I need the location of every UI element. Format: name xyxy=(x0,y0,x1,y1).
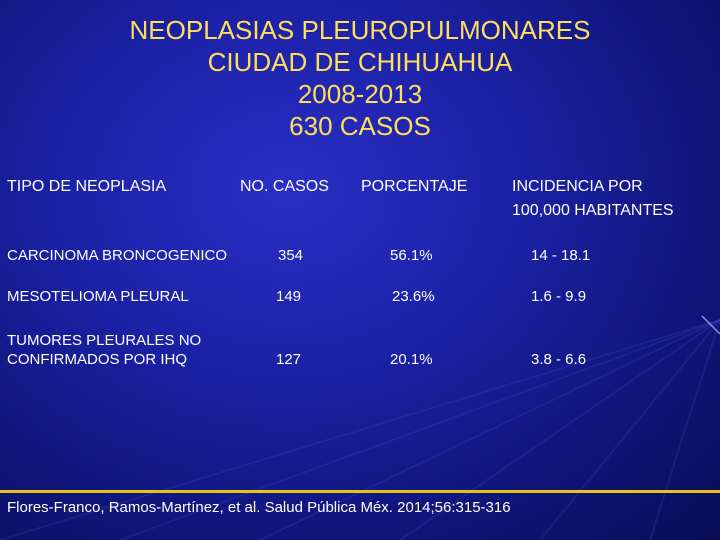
title-line-2: CIUDAD DE CHIHUAHUA xyxy=(207,47,513,77)
row-3-type-line-2: CONFIRMADOS POR IHQ xyxy=(7,351,188,368)
row-1-cases: 354 xyxy=(278,247,304,264)
header-incidence-line-1: INCIDENCIA POR xyxy=(512,178,643,195)
row-3-incidence: 3.8 - 6.6 xyxy=(531,351,587,368)
row-2-cases: 149 xyxy=(276,288,302,305)
row-2-type: MESOTELIOMA PLEURAL xyxy=(7,288,189,305)
citation-text: Flores-Franco, Ramos-Martínez, et al. Salud Pública Méx. 2014;56:315-316 xyxy=(7,499,511,516)
row-3-type-line-1: TUMORES PLEURALES NO xyxy=(7,332,202,349)
header-cases: NO. CASOS xyxy=(240,178,329,195)
header-percent: PORCENTAJE xyxy=(361,178,468,195)
footer-divider xyxy=(0,490,720,493)
title-line-1: NEOPLASIAS PLEUROPULMONARES xyxy=(129,15,591,45)
header-type: TIPO DE NEOPLASIA xyxy=(7,178,167,195)
title-line-4: 630 CASOS xyxy=(289,111,431,141)
row-2-incidence: 1.6 - 9.9 xyxy=(531,288,587,305)
row-1-incidence: 14 - 18.1 xyxy=(531,247,591,264)
row-1-type: CARCINOMA BRONCOGENICO xyxy=(7,247,228,264)
slide-title xyxy=(0,14,720,142)
header-incidence-line-2: 100,000 HABITANTES xyxy=(512,202,674,219)
row-3-cases: 127 xyxy=(276,351,302,368)
row-2-percent: 23.6% xyxy=(392,288,435,305)
row-1-percent: 56.1% xyxy=(390,247,433,264)
row-3-percent: 20.1% xyxy=(390,351,433,368)
title-line-3: 2008-2013 xyxy=(297,79,423,109)
